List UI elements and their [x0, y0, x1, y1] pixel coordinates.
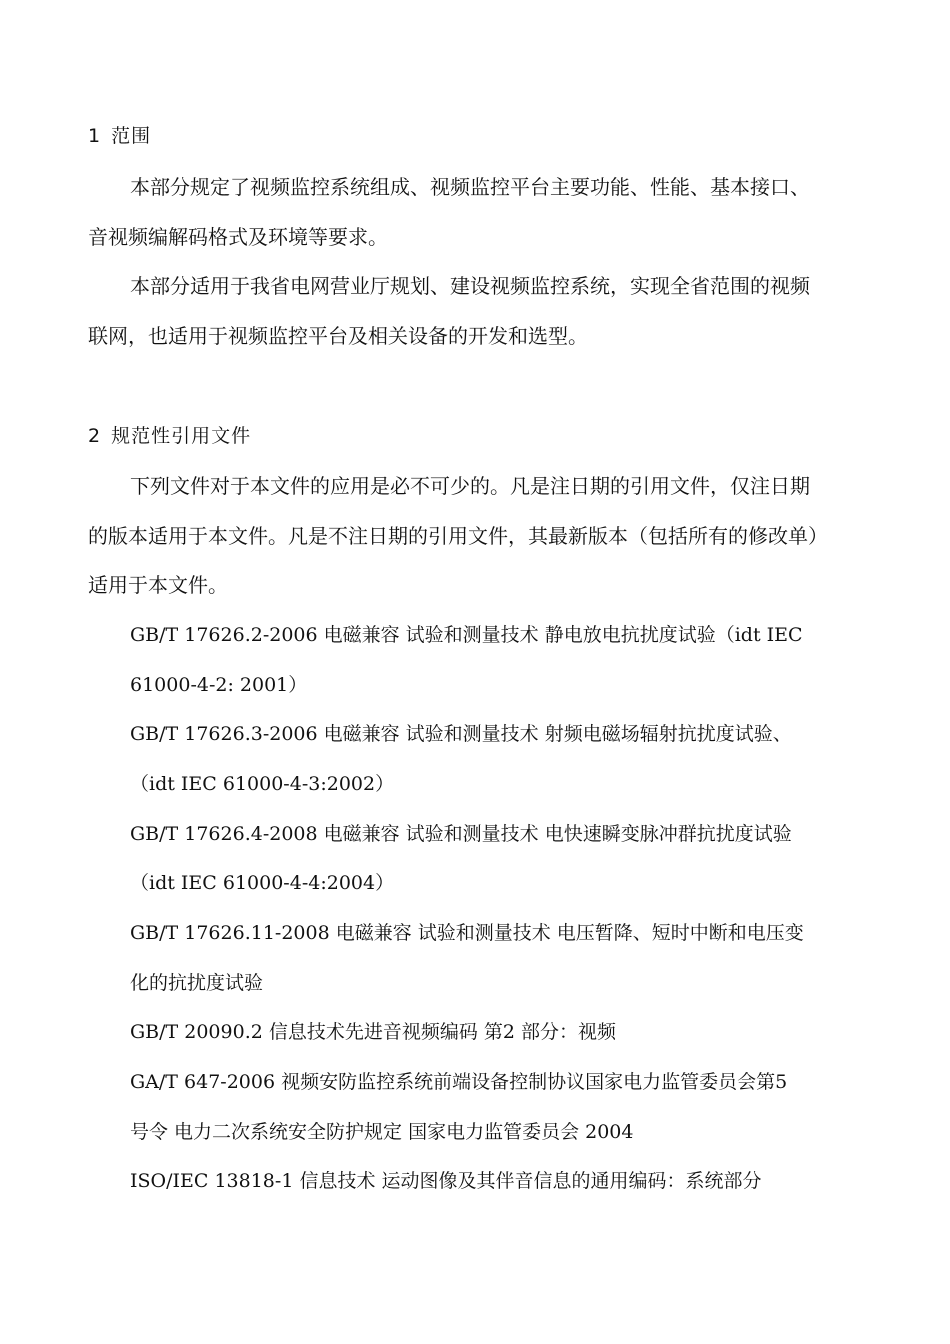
section-1-heading [88, 125, 151, 147]
reference-line: GB/T 17626.4-2008 电磁兼容 试验和测量技术 电快速瞬变脉冲群抗扰度试验 [130, 823, 792, 845]
reference-line: GB/T 17626.11-2008 电磁兼容 试验和测量技术 电压暂降、短时中断和电压变 [130, 922, 804, 944]
references-intro-line-2: 的版本适用于本文件。凡是不注日期的引用文件，其最新版本（包括所有的修改单） [88, 524, 828, 548]
reference-line: GB/T 17626.3-2006 电磁兼容 试验和测量技术 射频电磁场辐射抗扰度试验、 [130, 723, 792, 745]
reference-line: 号令 电力二次系统安全防护规定 国家电力监管委员会 2004 [130, 1121, 634, 1143]
references-intro-line-3: 适用于本文件。 [88, 573, 228, 597]
scope-paragraph-2-line-1: 本部分适用于我省电网营业厅规划、建设视频监控系统，实现全省范围的视频 [130, 274, 810, 298]
reference-line: ISO/IEC 13818-1 信息技术 运动图像及其伴音信息的通用编码：系统部分 [130, 1170, 762, 1192]
reference-line: 化的抗扰度试验 [130, 972, 264, 994]
reference-line: GA/T 647-2006 视频安防监控系统前端设备控制协议国家电力监管委员会第5 [130, 1071, 788, 1093]
reference-line: （idt IEC 61000-4-3:2002） [130, 773, 395, 795]
reference-line: （idt IEC 61000-4-4:2004） [130, 872, 395, 894]
references-intro-line-1: 下列文件对于本文件的应用是必不可少的。凡是注日期的引用文件，仅注日期 [130, 474, 810, 498]
scope-paragraph-1-line-1: 本部分规定了视频监控系统组成、视频监控平台主要功能、性能、基本接口、 [130, 175, 810, 199]
scope-paragraph-2-line-2: 联网，也适用于视频监控平台及相关设备的开发和选型。 [88, 324, 588, 348]
section-2-title: 规范性引用文件 [111, 425, 252, 447]
scope-paragraph-1-line-2: 音视频编解码格式及环境等要求。 [88, 225, 388, 249]
reference-line: GB/T 17626.2-2006 电磁兼容 试验和测量技术 静电放电抗扰度试验（idt IEC [130, 624, 803, 646]
section-1-number: 1 [88, 125, 102, 147]
reference-line: GB/T 20090.2 信息技术先进音视频编码 第2 部分：视频 [130, 1021, 617, 1043]
section-1-title: 范围 [111, 125, 152, 147]
section-2-number: 2 [88, 425, 102, 447]
reference-line: 61000-4-2: 2001） [130, 674, 308, 696]
section-2-heading [88, 425, 251, 447]
